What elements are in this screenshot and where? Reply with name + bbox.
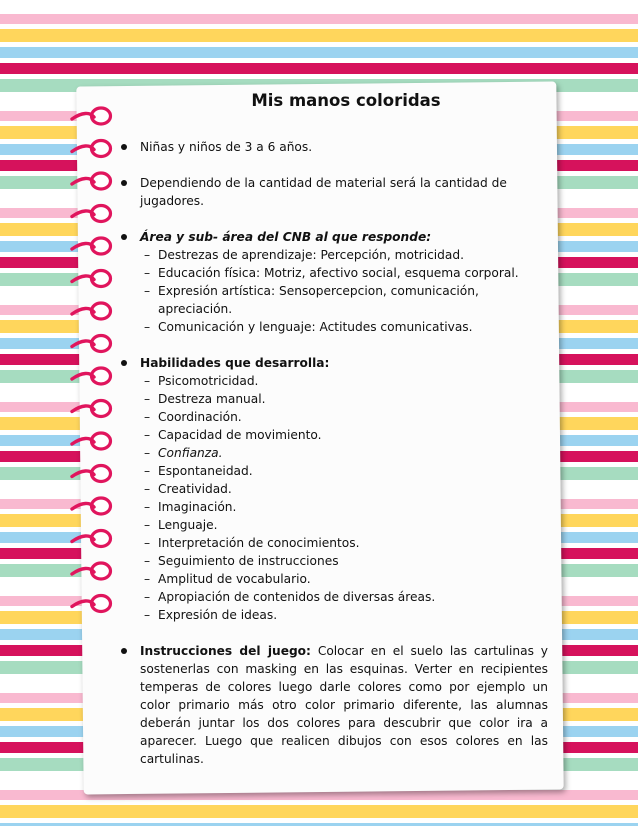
document-body xyxy=(116,92,548,786)
page-title: Mis manos coloridas xyxy=(251,91,441,110)
area-list-item: – Expresión artística: Sensopercepcion, comunicación, apreciación. xyxy=(140,282,548,318)
instructions-heading: Instrucciones del juego: xyxy=(140,644,311,658)
skills-list-item: – Espontaneidad. xyxy=(140,462,548,480)
skills-list-item: – Apropiación de contenidos de diversas áreas. xyxy=(140,588,548,606)
skills-list-item: – Coordinación. xyxy=(140,408,548,426)
skills-list-item: – Expresión de ideas. xyxy=(140,606,548,624)
age-item xyxy=(116,138,548,156)
area-list-item: – Destrezas de aprendizaje: Percepción, motricidad. xyxy=(140,246,548,264)
skills-list-item: – Psicomotricidad. xyxy=(140,372,548,390)
skills-item xyxy=(116,354,548,624)
area-list-item: – Educación física: Motriz, afectivo social, esquema corporal. xyxy=(140,264,548,282)
skills-list-item: – Capacidad de movimiento. xyxy=(140,426,548,444)
area-heading: Área y sub- área del CNB al que responde: xyxy=(140,230,432,244)
skills-list-item: – Lenguaje. xyxy=(140,516,548,534)
area-list-item: – Comunicación y lenguaje: Actitudes comunicativas. xyxy=(140,318,548,336)
players-item xyxy=(116,174,548,210)
age-text: Niñas y niños de 3 a 6 años. xyxy=(140,140,313,154)
skills-list-item: – Imaginación. xyxy=(140,498,548,516)
skills-list-item: – Interpretación de conocimientos. xyxy=(140,534,548,552)
skills-list-item: – Seguimiento de instrucciones xyxy=(140,552,548,570)
instructions-item xyxy=(116,642,548,768)
skills-heading: Habilidades que desarrolla: xyxy=(140,356,330,370)
skills-list-item: – Amplitud de vocabulario. xyxy=(140,570,548,588)
area-list xyxy=(140,246,548,336)
skills-list-item: – Creatividad. xyxy=(140,480,548,498)
skills-list xyxy=(140,372,548,624)
skills-list-item: – Destreza manual. xyxy=(140,390,548,408)
instructions-text: Colocar en el suelo las cartulinas y sostenerlas con masking en las esquinas. Verter en recipientes temperas de colores luego darle colores como por ejemplo un color primario más otro color primario diferente, las alumnas deberán juntar los dos colores para descubrir que color ira a aparecer. Luego que realicen dibujos con esos colores en las cartulinas. xyxy=(140,644,549,766)
skills-list-item: – Confianza. xyxy=(140,444,548,462)
area-item xyxy=(116,228,548,336)
players-text: Dependiendo de la cantidad de material será la cantidad de jugadores. xyxy=(140,176,507,208)
